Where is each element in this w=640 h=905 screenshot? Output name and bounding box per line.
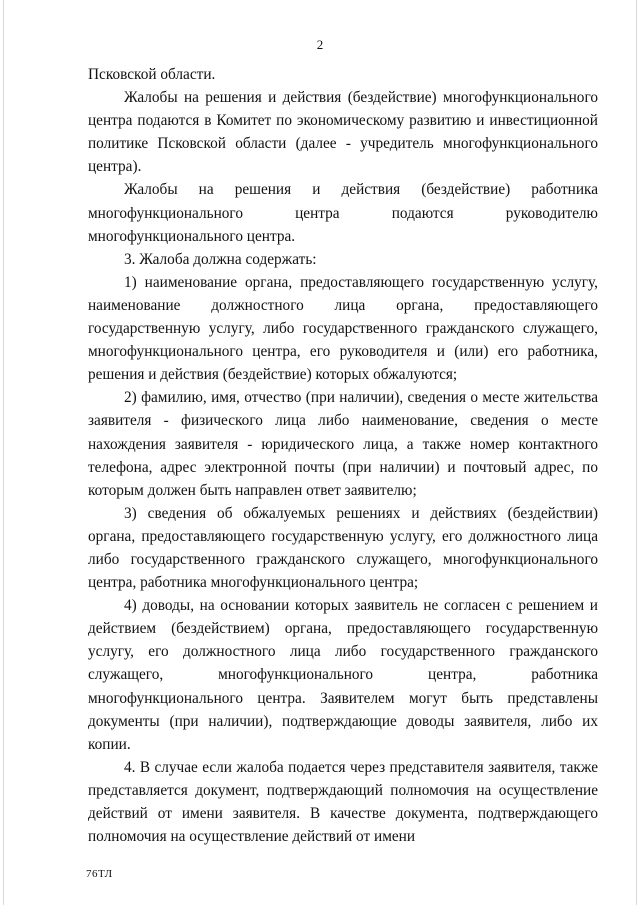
paragraph-item-4: 4) доводы, на основании которых заявитель не согласен с решением и действием (бездействием) органа, предоставляющего государственную услугу, его должностного лица либо государственного гражданского служащего, многофункционального центра, работника многофункционального центра. Заявителем могут быть представлены документы (при наличии), подтверждающие доводы заявителя, либо их копии. xyxy=(88,597,598,753)
paragraph-complaints-mfc-employee: Жалобы на решения и действия (бездействие) работника многофункционального центра подаются руководителю многофункционального центра. xyxy=(88,181,598,245)
paragraph-section-4: 4. В случае если жалоба подается через представителя заявителя, также представляется документ, подтверждающий полномочия на осуществление действий от имени заявителя. В качестве документа, подтверждающего полномочия на осуществление действий от имени xyxy=(88,758,598,846)
paragraph-item-3: 3) сведения об обжалуемых решениях и действиях (бездействии) органа, предоставляющего государственную услугу, его должностного лица либо государственного гражданского служащего, многофункционального центра, работника многофункционального центра; xyxy=(88,504,598,592)
paragraph-item-2: 2) фамилию, имя, отчество (при наличии), сведения о месте жительства заявителя - физического лица либо наименование, сведения о месте нахождения заявителя - юридического лица, а также номер контактного телефона, адрес электронной почты (при наличии) и почтовый адрес, по которым должен быть направлен ответ заявителю; xyxy=(88,389,598,499)
paragraph-complaints-mfc: Жалобы на решения и действия (бездействие) многофункционального центра подаются в Комитет по экономическому развитию и инвестиционной политике Псковской области (далее - учредитель многофункционального центра). xyxy=(88,89,598,176)
document-body xyxy=(88,63,598,848)
footer-code: 76ТЛ xyxy=(86,868,113,880)
right-scan-edge xyxy=(636,0,637,905)
left-scan-edge xyxy=(3,0,4,905)
paragraph-section-3-heading: 3. Жалоба должна содержать: xyxy=(124,250,317,268)
page-number: 2 xyxy=(316,37,324,52)
paragraph-item-1: 1) наименование органа, предоставляющего государственную услугу, наименование должностного лица органа, предоставляющего государственную услугу, либо государственного гражданского служащего, многофункционального центра, его руководителя и (или) его работника, решения и действия (бездействие) которых обжалуются; xyxy=(88,273,598,384)
paragraph-continuation: Псковской области. xyxy=(88,66,216,83)
